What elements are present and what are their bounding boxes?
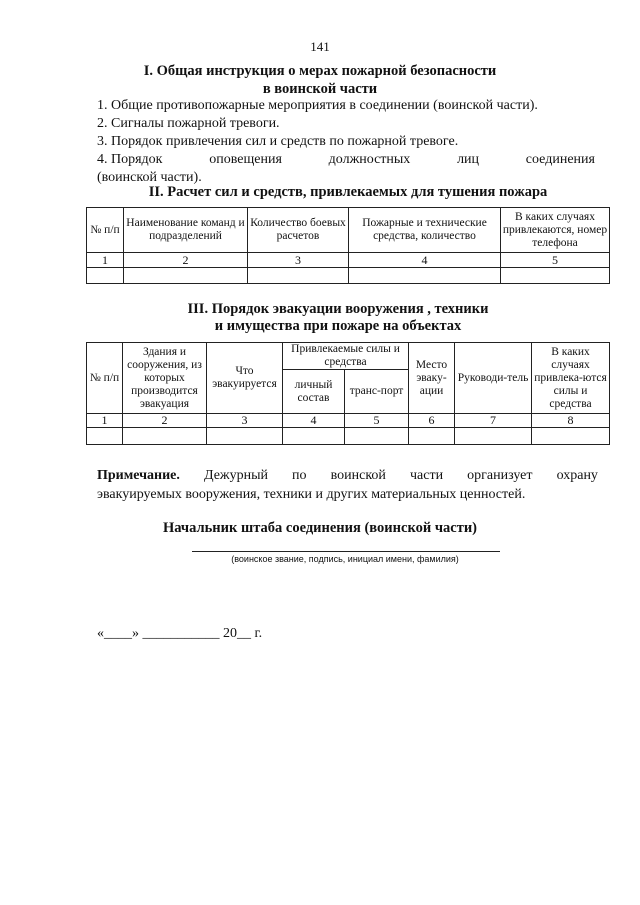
list-item: 3. Порядок привлечения сил и средств по пожарной тревоге. — [97, 134, 459, 149]
column-number: 1 — [87, 414, 123, 428]
header-personnel: личный состав — [283, 370, 345, 414]
table-cell[interactable] — [123, 428, 207, 445]
table-numbering-row — [87, 253, 610, 268]
section3-title-line2: и имущества при пожаре на объектах — [214, 318, 462, 334]
column-number: 4 — [283, 414, 345, 428]
note-word: организует — [467, 468, 533, 483]
section3-title — [88, 301, 588, 335]
header-transport: транс-порт — [345, 370, 409, 414]
table-cell[interactable] — [455, 428, 532, 445]
table-header-row — [87, 208, 610, 253]
table-cell[interactable] — [124, 268, 248, 284]
column-number: 5 — [501, 253, 610, 268]
header-forces: Привлекаемые силы и средства — [283, 343, 409, 370]
page-number: 141 — [310, 39, 330, 54]
column-number: 3 — [207, 414, 283, 428]
note — [97, 466, 598, 504]
table-header-row — [87, 343, 610, 370]
date-line[interactable]: «____» ___________ 20__ г. — [97, 626, 263, 641]
list-item-word: должностных — [328, 152, 411, 167]
table-cell[interactable] — [409, 428, 455, 445]
note-word: воинской — [330, 468, 386, 483]
section3-title-line1: III. Порядок эвакуации вооружения , техники — [187, 301, 489, 317]
list-item-word: соединения — [525, 152, 595, 167]
list-item-4 — [97, 151, 595, 169]
section1-title — [95, 62, 545, 98]
header-what-evacuated: Что эвакуируется — [207, 343, 283, 414]
column-number: 3 — [248, 253, 349, 268]
note-word: части — [410, 468, 444, 483]
forces-table — [86, 207, 610, 284]
section1-list — [97, 97, 597, 187]
column-number: 1 — [87, 253, 124, 268]
header-crews: Количество боевых расчетов — [248, 208, 349, 253]
table-cell[interactable] — [283, 428, 345, 445]
table-cell[interactable] — [345, 428, 409, 445]
table-row — [87, 428, 610, 445]
list-item-word: оповещения — [209, 152, 282, 167]
header-place: Место эваку-ации — [409, 343, 455, 414]
note-word: Дежурный — [203, 468, 268, 483]
header-cases: В каких случаях привлека-ются силы и средства — [532, 343, 610, 414]
list-item-word: 4. Порядок — [97, 152, 163, 167]
note-line1 — [97, 466, 598, 485]
table-numbering-row — [87, 414, 610, 428]
note-label: Примечание. — [97, 468, 180, 483]
table-cell[interactable] — [501, 268, 610, 284]
column-number: 7 — [455, 414, 532, 428]
table-cell[interactable] — [87, 428, 123, 445]
header-cases-phone: В каких случаях привлекаются, номер телефона — [501, 208, 610, 253]
signature-title: Начальник штаба соединения (воинской части) — [162, 520, 477, 536]
column-number: 6 — [409, 414, 455, 428]
column-number: 2 — [124, 253, 248, 268]
section1-title-line1: I. Общая инструкция о мерах пожарной безопасности — [143, 63, 497, 79]
signature-caption: (воинское звание, подпись, инициал имени, фамилия) — [231, 554, 459, 564]
section1-title-line2: в воинской части — [262, 81, 378, 97]
section2-title: II. Расчет сил и средств, привлекаемых для тушения пожара — [148, 184, 548, 200]
header-equipment: Пожарные и технические средства, количество — [349, 208, 501, 253]
column-number: 4 — [349, 253, 501, 268]
table-cell[interactable] — [207, 428, 283, 445]
header-number: № п/п — [87, 208, 124, 253]
header-leader: Руководи-тель — [455, 343, 532, 414]
list-item: 1. Общие противопожарные мероприятия в соединении (воинской части). — [97, 98, 538, 113]
header-number: № п/п — [87, 343, 123, 414]
note-word: охрану — [556, 468, 598, 483]
list-item-continuation: (воинской части). — [97, 170, 202, 185]
signature-line[interactable] — [192, 551, 500, 552]
table-row — [87, 268, 610, 284]
table-cell[interactable] — [87, 268, 124, 284]
list-item: 2. Сигналы пожарной тревоги. — [97, 116, 280, 131]
list-item-word: лиц — [457, 152, 480, 167]
column-number: 5 — [345, 414, 409, 428]
note-word: по — [292, 468, 307, 483]
column-number: 8 — [532, 414, 610, 428]
evacuation-table — [86, 342, 610, 445]
column-number: 2 — [123, 414, 207, 428]
note-line2: эвакуируемых вооружения, техники и других материальных ценностей. — [97, 487, 526, 502]
header-buildings: Здания и сооружения, из которых производится эвакуация — [123, 343, 207, 414]
table-cell[interactable] — [349, 268, 501, 284]
header-units: Наименование команд и подразделений — [124, 208, 248, 253]
table-cell[interactable] — [248, 268, 349, 284]
table-cell[interactable] — [532, 428, 610, 445]
